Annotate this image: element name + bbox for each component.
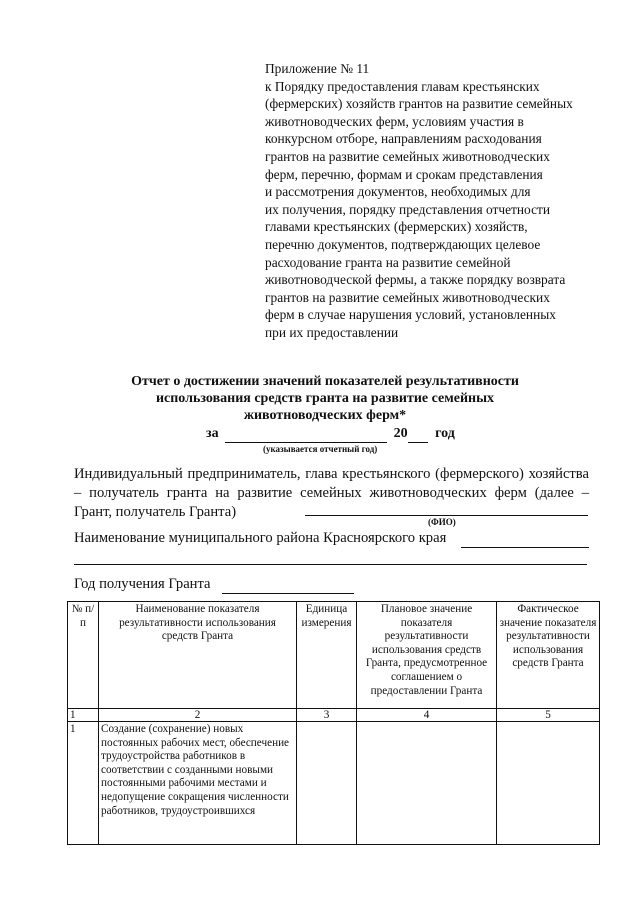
column-number: 5 (497, 709, 600, 722)
column-number: 1 (68, 709, 99, 722)
header-unit: Единица измерения (297, 602, 357, 709)
row-actual-value (497, 722, 600, 845)
header-actual-value: Фактическое значение показателя результативности использования средств Гранта (497, 602, 600, 709)
table-header-row (68, 602, 600, 709)
district-blank (461, 547, 589, 548)
appendix-text: к Порядку предоставления главам крестьянских (фермерских) хозяйств грантов на развитие семейных животноводческих ферм, условиям участия в конкурсном отборе, направлениям расходования грантов на развитие семейных животноводческих ферм, перечню, формам и срокам представления и рассмотрения документов, необходимых для их получения, порядку представления отчетности главами крестьянских (фермерских) хозяйств, перечню документов, подтверждающих целевое расходование гранта на развитие семейной животноводческой фермы, а также порядку возврата грантов на развитие семейных животноводческих ферм в случае нарушения условий, установленных при их предоставлении (265, 78, 573, 340)
year-prefix: 20 (393, 426, 408, 441)
indicators-table (67, 601, 600, 845)
reporting-period (206, 426, 455, 443)
year-suffix: год (435, 426, 455, 441)
column-number: 2 (99, 709, 297, 722)
grant-year-blank (222, 593, 354, 594)
period-prefix: за (206, 426, 219, 441)
row-indicator-name: Создание (сохранение) новых постоянных рабочих мест, обеспечение трудоустройства работников в соответствии с созданными новыми постоянными рабочими местами и недопущение сокращения численности работников, трудоустроившихся (99, 722, 297, 845)
header-planned-value: Плановое значение показателя результативности использования средств Гранта, предусмотренное соглашением о предоставлении Гранта (357, 602, 497, 709)
district-blank-continued (74, 564, 587, 565)
fio-blank (305, 515, 588, 516)
grant-year-label: Год получения Гранта (74, 576, 211, 592)
header-indicator-name: Наименование показателя результативности использования средств Гранта (99, 602, 297, 709)
column-number: 3 (297, 709, 357, 722)
header-number: № п/п (68, 602, 99, 709)
period-blank (225, 426, 387, 443)
table-row (68, 722, 600, 845)
year-blank (408, 426, 428, 443)
recipient-paragraph: Индивидуальный предприниматель, глава крестьянского (фермерского) хозяйства – получатель гранта на развитие семейных животноводческих ферм (далее – Грант, получатель Гранта) (74, 466, 589, 520)
period-hint: (указывается отчетный год) (263, 444, 378, 454)
report-title: Отчет о достижении значений показателей результативности использования средств гранта на развитие семейных животноводческих ферм* (131, 374, 519, 423)
appendix-title: Приложение № 11 (265, 61, 370, 76)
column-numbers-row (68, 709, 600, 722)
row-planned-value (357, 722, 497, 845)
appendix-block (265, 60, 610, 342)
district-label: Наименование муниципального района Красноярского края (74, 530, 447, 546)
row-number: 1 (68, 722, 99, 845)
column-number: 4 (357, 709, 497, 722)
fio-hint: (ФИО) (428, 517, 456, 527)
row-unit (297, 722, 357, 845)
